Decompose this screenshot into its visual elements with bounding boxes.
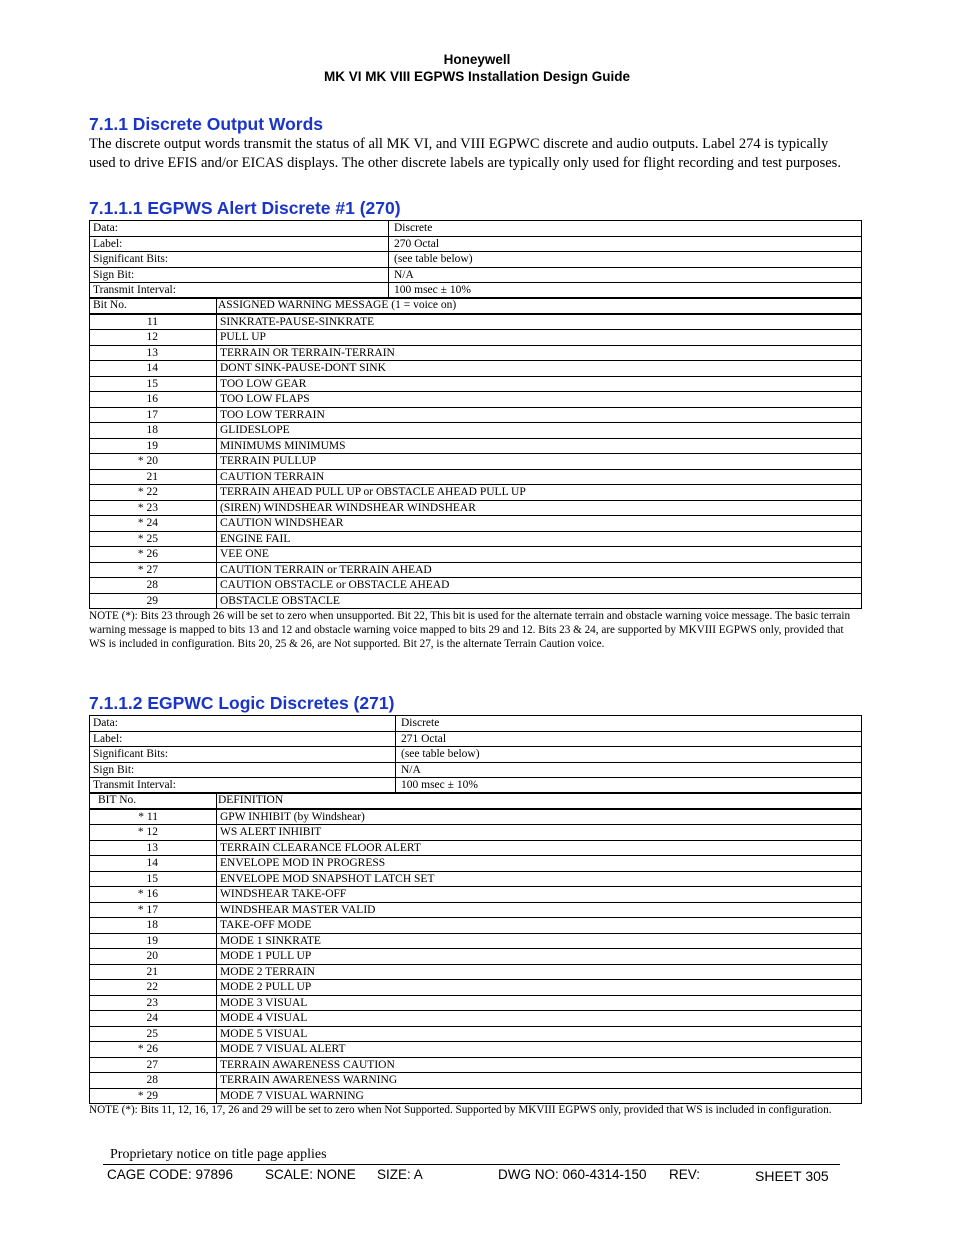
table271-note: NOTE (*): Bits 11, 12, 16, 17, 26 and 29 will be set to zero when Not Supported. Supported by MKVIII EGPWS only, provided that WS is included in configuration.	[89, 1104, 832, 1116]
bit-message: WINDSHEAR TAKE-OFF	[217, 887, 862, 903]
bit-number: 23	[90, 995, 217, 1011]
property-row	[90, 236, 862, 252]
table-row	[90, 376, 862, 392]
bit-message: TOO LOW FLAPS	[217, 392, 862, 408]
bit-number: 20	[90, 949, 217, 965]
bit-message: MODE 2 TERRAIN	[217, 964, 862, 980]
bit-number: 21	[90, 964, 217, 980]
footer-rule	[103, 1164, 840, 1165]
bit-number: * 24	[90, 516, 217, 532]
property-key: Label:	[90, 236, 389, 252]
table270-header-row	[90, 298, 862, 314]
property-row	[90, 731, 862, 747]
table-row	[90, 1088, 862, 1104]
property-key: Significant Bits:	[90, 747, 396, 763]
table270-note: NOTE (*): Bits 23 through 26 will be set to zero when unsupported. Bit 22, This bit is used for the alternate terrain and obstacle warning voice message. The basic terrain warning message is mapped to bits 13 and 12 and obstacle warning voice mapped to bits 29 and 12. Bits 23 & 24, are supported by MKVIII EGPWS only, provided that WS is included in configuration. Bits 20, 25 & 26, are Not supported. Bit 27, is the alternate Terrain Caution voice.	[89, 610, 851, 650]
bit-message: WINDSHEAR MASTER VALID	[217, 902, 862, 918]
bit-message: GLIDESLOPE	[217, 423, 862, 439]
property-key: Transmit Interval:	[90, 778, 396, 794]
property-row	[90, 267, 862, 283]
table-row	[90, 1042, 862, 1058]
bit-message: VEE ONE	[217, 547, 862, 563]
table271-properties	[89, 715, 862, 794]
bit-message: SINKRATE-PAUSE-SINKRATE	[217, 314, 862, 330]
bit-number: * 20	[90, 454, 217, 470]
bit-message: OBSTACLE OBSTACLE	[217, 593, 862, 609]
bit-number: 12	[90, 330, 217, 346]
bit-message: CAUTION WINDSHEAR	[217, 516, 862, 532]
bit-message: MODE 7 VISUAL WARNING	[217, 1088, 862, 1104]
property-row	[90, 747, 862, 763]
table-row	[90, 500, 862, 516]
bit-number: * 11	[90, 809, 217, 825]
bit-number: 14	[90, 856, 217, 872]
bit-message: GPW INHIBIT (by Windshear)	[217, 809, 862, 825]
bit-message: MODE 5 VISUAL	[217, 1026, 862, 1042]
bit-message: ENGINE FAIL	[217, 531, 862, 547]
property-value: N/A	[396, 762, 862, 778]
bit-message: TERRAIN OR TERRAIN-TERRAIN	[217, 345, 862, 361]
table-row	[90, 856, 862, 872]
cage-code: CAGE CODE: 97896	[107, 1167, 234, 1182]
table-row	[90, 547, 862, 563]
bit-message: TERRAIN PULLUP	[217, 454, 862, 470]
bit-message: CAUTION TERRAIN	[217, 469, 862, 485]
table-row	[90, 980, 862, 996]
table-row	[90, 918, 862, 934]
table-row	[90, 1073, 862, 1089]
table-row	[90, 949, 862, 965]
bit-number: 14	[90, 361, 217, 377]
table270-properties	[89, 220, 862, 299]
bit-number: 22	[90, 980, 217, 996]
bit-number: * 27	[90, 562, 217, 578]
table271-bits	[89, 792, 862, 1104]
table-row	[90, 1011, 862, 1027]
bit-message: TOO LOW TERRAIN	[217, 407, 862, 423]
size: SIZE: A	[377, 1167, 423, 1182]
bit-number: * 17	[90, 902, 217, 918]
bit-number: 21	[90, 469, 217, 485]
bit-number: 18	[90, 918, 217, 934]
document-company: Honeywell	[443, 52, 511, 67]
table-row	[90, 871, 862, 887]
property-key: Data:	[90, 716, 396, 732]
document-title: MK VI MK VIII EGPWS Installation Design Guide	[323, 69, 631, 84]
table-row	[90, 809, 862, 825]
table-row	[90, 562, 862, 578]
property-row	[90, 716, 862, 732]
table271-heading: 7.1.1.2 EGPWC Logic Discretes (271)	[89, 693, 395, 713]
bit-number: 18	[90, 423, 217, 439]
table-row	[90, 469, 862, 485]
bit-number: 13	[90, 345, 217, 361]
bit-message: CAUTION TERRAIN or TERRAIN AHEAD	[217, 562, 862, 578]
property-value: Discrete	[389, 221, 862, 237]
bit-number: * 26	[90, 547, 217, 563]
bit-message: MODE 3 VISUAL	[217, 995, 862, 1011]
property-key: Significant Bits:	[90, 252, 389, 268]
table-row	[90, 516, 862, 532]
bit-number: * 23	[90, 500, 217, 516]
property-key: Data:	[90, 221, 389, 237]
table-row	[90, 345, 862, 361]
property-row	[90, 762, 862, 778]
table-row	[90, 578, 862, 594]
bit-number: 24	[90, 1011, 217, 1027]
table-row	[90, 438, 862, 454]
bit-message: MODE 7 VISUAL ALERT	[217, 1042, 862, 1058]
bit-message: MODE 1 PULL UP	[217, 949, 862, 965]
property-key: Sign Bit:	[90, 762, 396, 778]
table-row	[90, 485, 862, 501]
table-row	[90, 1026, 862, 1042]
bit-number: 19	[90, 933, 217, 949]
scale: SCALE: NONE	[265, 1167, 356, 1182]
bit-number: * 26	[90, 1042, 217, 1058]
table-row	[90, 330, 862, 346]
table-row	[90, 1057, 862, 1073]
bit-number: * 29	[90, 1088, 217, 1104]
table-row	[90, 314, 862, 330]
table-row	[90, 840, 862, 856]
bit-number: 28	[90, 578, 217, 594]
bit-message: MODE 1 SINKRATE	[217, 933, 862, 949]
bit-message: TERRAIN AWARENESS CAUTION	[217, 1057, 862, 1073]
property-value: 270 Octal	[389, 236, 862, 252]
table-row	[90, 454, 862, 470]
bit-number: 15	[90, 871, 217, 887]
bit-message: DONT SINK-PAUSE-DONT SINK	[217, 361, 862, 377]
table-row	[90, 825, 862, 841]
bit-message: PULL UP	[217, 330, 862, 346]
bit-message: TAKE-OFF MODE	[217, 918, 862, 934]
bit-number: 17	[90, 407, 217, 423]
table-row	[90, 887, 862, 903]
property-value: 271 Octal	[396, 731, 862, 747]
column-header-definition: DEFINITION	[217, 793, 862, 809]
table-row	[90, 964, 862, 980]
drawing-number: DWG NO: 060-4314-150	[498, 1167, 647, 1182]
bit-number: * 25	[90, 531, 217, 547]
section-body: The discrete output words transmit the status of all MK VI, and VIII EGPWC discrete and audio outputs. Label 274 is typically used to drive EFIS and/or EICAS displays. The other discrete labels are typically only used for flight recording and test purposes.	[89, 136, 841, 171]
bit-message: MODE 2 PULL UP	[217, 980, 862, 996]
property-value: 100 msec ± 10%	[389, 283, 862, 299]
proprietary-notice: Proprietary notice on title page applies	[110, 1147, 327, 1162]
bit-number: 15	[90, 376, 217, 392]
property-value: (see table below)	[396, 747, 862, 763]
property-row	[90, 778, 862, 794]
column-header-bit: Bit No.	[90, 298, 217, 314]
sheet-number: SHEET 305	[755, 1168, 829, 1184]
revision: REV:	[669, 1167, 701, 1182]
bit-message: (SIREN) WINDSHEAR WINDSHEAR WINDSHEAR	[217, 500, 862, 516]
property-key: Label:	[90, 731, 396, 747]
table-row	[90, 407, 862, 423]
table-row	[90, 593, 862, 609]
bit-number: 25	[90, 1026, 217, 1042]
table270-bits	[89, 297, 862, 609]
property-row	[90, 252, 862, 268]
bit-message: WS ALERT INHIBIT	[217, 825, 862, 841]
bit-number: * 16	[90, 887, 217, 903]
bit-message: MODE 4 VISUAL	[217, 1011, 862, 1027]
bit-number: * 12	[90, 825, 217, 841]
property-key: Transmit Interval:	[90, 283, 389, 299]
bit-message: TERRAIN AWARENESS WARNING	[217, 1073, 862, 1089]
table270-heading: 7.1.1.1 EGPWS Alert Discrete #1 (270)	[89, 198, 401, 218]
table-row	[90, 423, 862, 439]
table-row	[90, 531, 862, 547]
bit-number: * 22	[90, 485, 217, 501]
property-value: Discrete	[396, 716, 862, 732]
property-row	[90, 221, 862, 237]
table-row	[90, 902, 862, 918]
bit-number: 19	[90, 438, 217, 454]
column-header-bit: BIT No.	[90, 793, 217, 809]
table271-header-row	[90, 793, 862, 809]
property-value: N/A	[389, 267, 862, 283]
table-row	[90, 995, 862, 1011]
bit-number: 13	[90, 840, 217, 856]
bit-number: 27	[90, 1057, 217, 1073]
property-row	[90, 283, 862, 299]
property-key: Sign Bit:	[90, 267, 389, 283]
table-row	[90, 361, 862, 377]
bit-number: 11	[90, 314, 217, 330]
property-value: (see table below)	[389, 252, 862, 268]
bit-number: 29	[90, 593, 217, 609]
bit-message: CAUTION OBSTACLE or OBSTACLE AHEAD	[217, 578, 862, 594]
column-header-message: ASSIGNED WARNING MESSAGE (1 = voice on)	[217, 298, 862, 314]
table-row	[90, 392, 862, 408]
bit-number: 28	[90, 1073, 217, 1089]
bit-number: 16	[90, 392, 217, 408]
bit-message: ENVELOPE MOD IN PROGRESS	[217, 856, 862, 872]
bit-message: TERRAIN AHEAD PULL UP or OBSTACLE AHEAD PULL UP	[217, 485, 862, 501]
bit-message: MINIMUMS MINIMUMS	[217, 438, 862, 454]
bit-message: TERRAIN CLEARANCE FLOOR ALERT	[217, 840, 862, 856]
bit-message: ENVELOPE MOD SNAPSHOT LATCH SET	[217, 871, 862, 887]
property-value: 100 msec ± 10%	[396, 778, 862, 794]
section-heading: 7.1.1 Discrete Output Words	[89, 114, 324, 134]
table-row	[90, 933, 862, 949]
bit-message: TOO LOW GEAR	[217, 376, 862, 392]
